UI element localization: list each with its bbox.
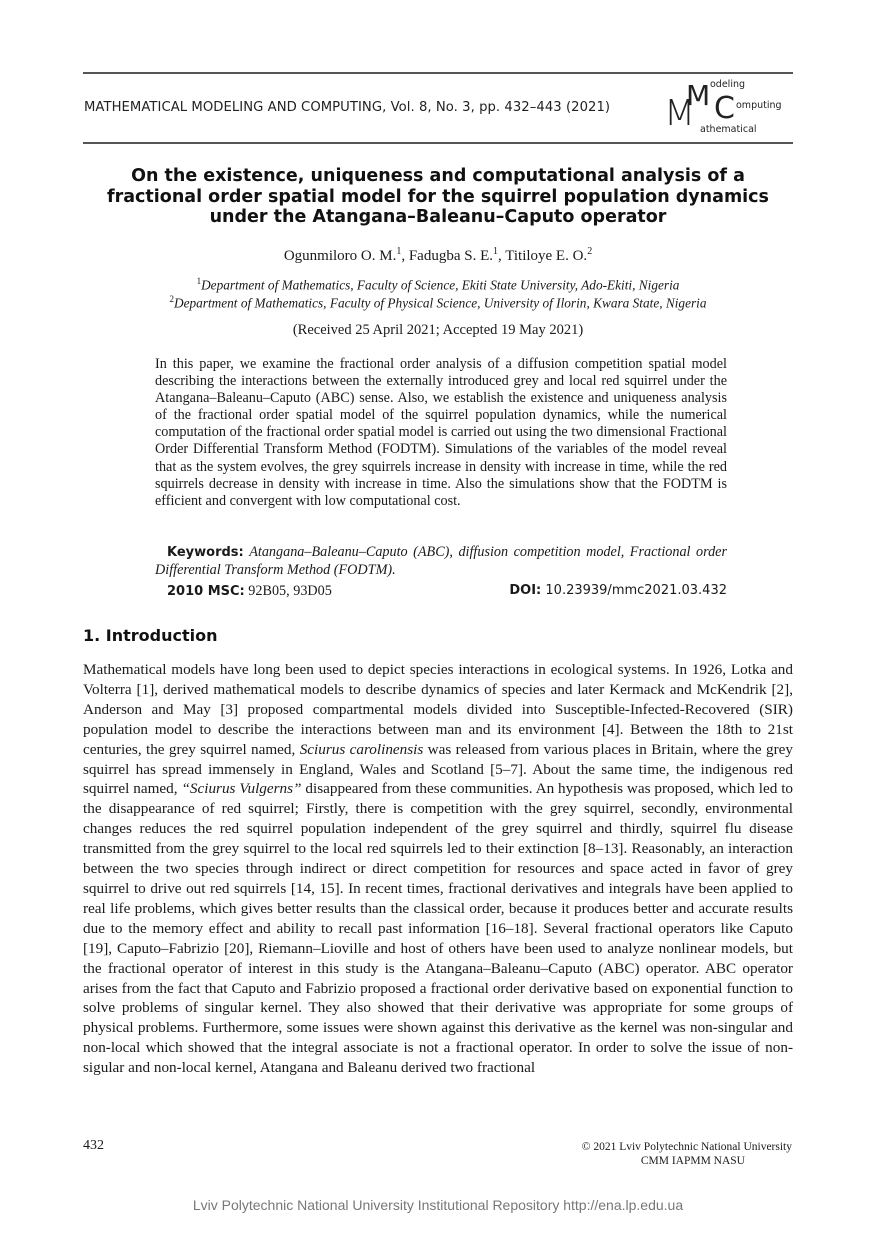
body-text-part: disappeared from these communities. An hypothesis was proposed, which led to the disappearance of red squirrel; Firstly, there is competition with the grey squirrel, secondly, environmental changes reduces the red squirrel population independent of the grey squirrel and thirdly, squirrel flu disease transmitted from the grey squirrel to the local red squirrels led to their extinction [8–13]. Reasonably, an interaction between the two species through indirect or direct competition for resources and space acted in favor of grey squirrel to drive out red squirrels [14, 15]. In recent times, fractional derivatives and integrals have been applied to real life problems, which gives better results than the classical order, because it produces better and accurate results due to the memory effect and ability to recall past information [16–18]. Several fractional operators like Caputo [19], Caputo–Fabrizio [20], Riemann–Lioville and host of others have been used to analyze nonlinear models, but the fractional operator of interest in this study is the Atangana–Baleanu–Caputo (ABC) operator. ABC operator arises from the fact that Caputo and Fabrizio proposed a fractional order derivative based on exponential function to solve problems of singular kernel. They also showed that their derivative was appropriate for some groups of physical problems. Furthermore, some issues were shown against this derivative as the kernel was non-singular and non-local which showed that the integral associate is not a fractional operator. In order to solve the issue of non-sigular and non-local kernel, Atangana and Baleanu derived two fractional	[83, 780, 794, 1077]
author-affil-mark: 2	[587, 246, 593, 257]
header-top-rule	[83, 72, 793, 74]
species-name-red: “Sciurus Vulgerns”	[181, 780, 302, 798]
introduction-body	[83, 660, 793, 1078]
body-paragraph	[83, 660, 793, 1078]
received-dates: (Received 25 April 2021; Accepted 19 May 2021)	[292, 322, 584, 338]
doi-value[interactable]: 10.23939/mmc2021.03.432	[545, 583, 727, 598]
species-name-grey: Sciurus carolinensis	[299, 740, 424, 758]
author-affil-mark: 1	[492, 246, 498, 257]
keywords	[155, 544, 727, 579]
affiliation	[83, 294, 793, 311]
section-heading: 1. Introduction	[83, 626, 218, 645]
affiliation-text: Department of Mathematics, Faculty of Physical Science, University of Ilorin, Kwara State, Nigeria	[173, 295, 707, 311]
repository-watermark: Lviv Polytechnic National University Institutional Repository http://ena.lp.edu.ua	[192, 1197, 684, 1213]
logo-letter-m: M	[686, 79, 711, 112]
logo-word-mathematical: athematical	[700, 124, 757, 135]
copyright-notice	[582, 1140, 792, 1168]
page-number: 432	[83, 1138, 104, 1153]
doi-label: DOI:	[509, 583, 542, 598]
author-name: Fadugba S. E.	[408, 248, 493, 264]
doi	[509, 583, 727, 598]
header-bottom-rule	[83, 142, 793, 144]
author-name: Titiloye E. O.	[505, 248, 588, 264]
copyright-line: © 2021 Lviv Polytechnic National University	[581, 1141, 792, 1153]
journal-citation: MATHEMATICAL MODELING AND COMPUTING, Vol. 8, No. 3, pp. 432–443 (2021)	[84, 100, 611, 115]
affiliation-mark: 1	[196, 276, 202, 286]
logo-word-modeling: odeling	[710, 79, 746, 90]
author-list: Ogunmiloro O. M.$^1$, Fadugba S. E.$^1$, Titiloye E. O.$^2$	[283, 246, 593, 264]
body-text-part: Mathematical models have long been used to depict species interactions in ecological systems. In 1926, Lotka and Volterra [1], derived mathematical models to describe dynamics of species and later Kermack and McKendrik [2], Anderson and May [3] proposed compartmental models divided into Susceptible-Infected-Recovered (SIR) population model to describe the interactions between man and its environment [4]. Between the 18th to 21st centuries, the grey squirrel named,	[83, 661, 793, 758]
msc-value: 92B05, 93D05	[248, 583, 332, 599]
logo-word-computing: omputing	[736, 100, 782, 111]
keywords-text: Atangana–Baleanu–Caputo (ABC), diffusion competition model, Fractional order Differential Transform Method (FODTM).	[155, 544, 727, 578]
copyright-line: CMM IAPMM NASU	[640, 1155, 745, 1167]
msc-label: 2010 MSC:	[167, 584, 245, 599]
author-name: Ogunmiloro O. M.	[283, 248, 397, 264]
affiliation-text: Department of Mathematics, Faculty of Science, Ekiti State University, Ado-Ekiti, Nigeria	[201, 277, 680, 293]
affiliation	[83, 276, 793, 293]
body-text-part: was released from various places in Britain, where the grey squirrel has spread immensely in England, Wales and Scotland [5–7]. About the same time, the indigenous red squirrel named,	[83, 740, 793, 798]
logo-letter-c: C	[714, 91, 735, 126]
keywords-label: Keywords:	[167, 545, 244, 560]
affiliation-mark: 2	[169, 294, 174, 304]
author-affil-mark: 1	[396, 246, 402, 257]
abstract: In this paper, we examine the fractional order analysis of a diffusion competition spatial model describing the interactions between the externally introduced grey and local red squirrel under the Atangana–Baleanu–Caputo (ABC) sense. Also, we establish the existence and uniqueness analysis of the fractional order spatial model of the squirrel population dynamics, while the numerical computation of the fractional order spatial model is carried out using the two dimensional Fractional Order Differential Transform Method (FODTM). Simulations of the variables of the model reveal that as the system evolves, the grey squirrels increase in density with increase in time, while the red squirrels decrease in density with increase in time. Also the simulations show that the FODTM is efficient and convergent with low computational cost.	[155, 356, 727, 509]
journal-logo	[664, 76, 794, 140]
msc-classification	[167, 583, 332, 600]
logo-letter-m-large: M	[664, 93, 696, 134]
article-title: On the existence, uniqueness and computational analysis of a fractional order spatial model for the squirrel population dynamics under the Atangana–Baleanu–Caputo operator	[107, 166, 769, 227]
